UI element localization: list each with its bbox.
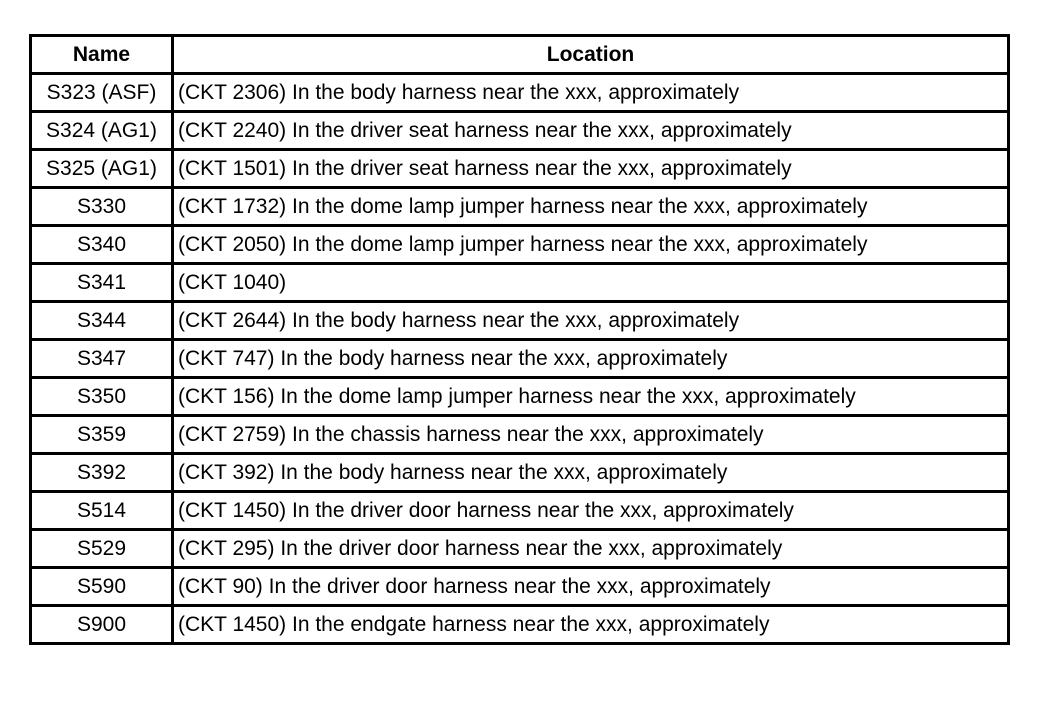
splice-location-table bbox=[29, 34, 1010, 645]
table-row bbox=[31, 492, 1009, 530]
cell-name: S347 bbox=[31, 340, 173, 378]
table-row bbox=[31, 530, 1009, 568]
cell-name: S323 (ASF) bbox=[31, 74, 173, 112]
cell-name: S344 bbox=[31, 302, 173, 340]
cell-location: (CKT 156) In the dome lamp jumper harness near the xxx, approximately bbox=[173, 378, 1009, 416]
cell-location: (CKT 90) In the driver door harness near the xxx, approximately bbox=[173, 568, 1009, 606]
cell-name: S529 bbox=[31, 530, 173, 568]
table-row bbox=[31, 606, 1009, 644]
header-name: Name bbox=[31, 36, 173, 74]
cell-location: (CKT 747) In the body harness near the xxx, approximately bbox=[173, 340, 1009, 378]
table-row bbox=[31, 264, 1009, 302]
cell-name: S325 (AG1) bbox=[31, 150, 173, 188]
table-row bbox=[31, 454, 1009, 492]
cell-name: S350 bbox=[31, 378, 173, 416]
cell-location: (CKT 2240) In the driver seat harness near the xxx, approximately bbox=[173, 112, 1009, 150]
cell-location: (CKT 1501) In the driver seat harness near the xxx, approximately bbox=[173, 150, 1009, 188]
table-row bbox=[31, 112, 1009, 150]
cell-name: S330 bbox=[31, 188, 173, 226]
cell-location: (CKT 2644) In the body harness near the xxx, approximately bbox=[173, 302, 1009, 340]
cell-name: S359 bbox=[31, 416, 173, 454]
cell-location: (CKT 1732) In the dome lamp jumper harness near the xxx, approximately bbox=[173, 188, 1009, 226]
table-row bbox=[31, 74, 1009, 112]
cell-location: (CKT 1450) In the endgate harness near the xxx, approximately bbox=[173, 606, 1009, 644]
cell-name: S514 bbox=[31, 492, 173, 530]
cell-location: (CKT 1450) In the driver door harness near the xxx, approximately bbox=[173, 492, 1009, 530]
cell-name: S324 (AG1) bbox=[31, 112, 173, 150]
table-row bbox=[31, 568, 1009, 606]
table-row bbox=[31, 340, 1009, 378]
cell-location: (CKT 2050) In the dome lamp jumper harness near the xxx, approximately bbox=[173, 226, 1009, 264]
table-row bbox=[31, 226, 1009, 264]
cell-name: S590 bbox=[31, 568, 173, 606]
header-location: Location bbox=[173, 36, 1009, 74]
cell-location: (CKT 295) In the driver door harness near the xxx, approximately bbox=[173, 530, 1009, 568]
cell-location: (CKT 2759) In the chassis harness near the xxx, approximately bbox=[173, 416, 1009, 454]
cell-location: (CKT 392) In the body harness near the xxx, approximately bbox=[173, 454, 1009, 492]
cell-location: (CKT 2306) In the body harness near the xxx, approximately bbox=[173, 74, 1009, 112]
table-row bbox=[31, 416, 1009, 454]
table-row bbox=[31, 188, 1009, 226]
table-header-row bbox=[31, 36, 1009, 74]
table-row bbox=[31, 378, 1009, 416]
cell-name: S900 bbox=[31, 606, 173, 644]
cell-name: S392 bbox=[31, 454, 173, 492]
cell-location: (CKT 1040) bbox=[173, 264, 1009, 302]
table-row bbox=[31, 302, 1009, 340]
cell-name: S340 bbox=[31, 226, 173, 264]
cell-name: S341 bbox=[31, 264, 173, 302]
table-row bbox=[31, 150, 1009, 188]
